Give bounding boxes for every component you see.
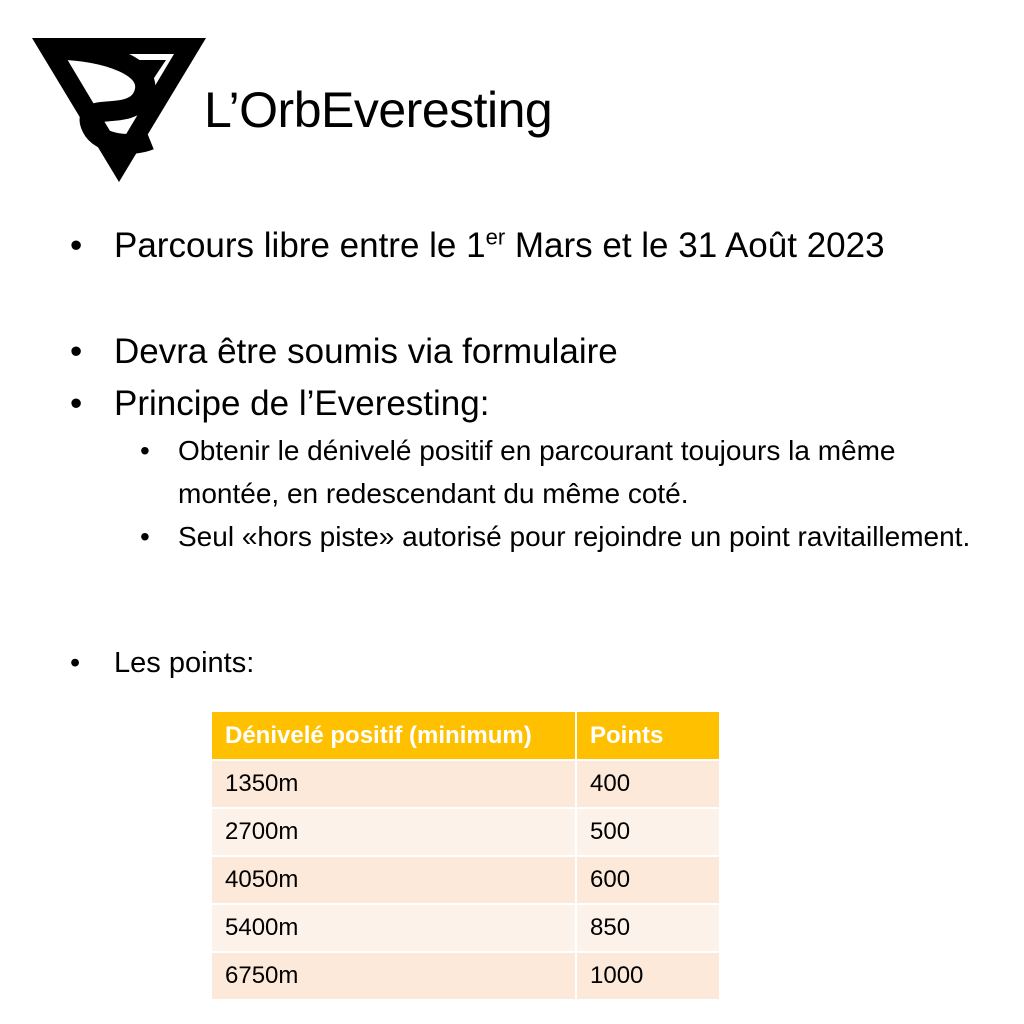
cell-elevation: 6750m (212, 952, 576, 1000)
header-elevation: Dénivelé positif (minimum) (212, 712, 576, 760)
cell-elevation: 4050m (212, 856, 576, 904)
table-row (212, 952, 720, 1000)
cell-points: 1000 (576, 952, 720, 1000)
cell-points: 600 (576, 856, 720, 904)
table-row (212, 904, 720, 952)
ordinal-superscript: er (485, 224, 506, 250)
cell-points: 500 (576, 808, 720, 856)
table-row (212, 856, 720, 904)
bullet-period-text-end: Mars et le 31 Août 2023 (505, 226, 885, 265)
cell-elevation: 1350m (212, 760, 576, 808)
page-title: L’OrbEveresting (204, 82, 553, 138)
bullet-principle: • Principe de l’Everesting: (114, 378, 974, 430)
cell-points: 400 (576, 760, 720, 808)
table-row (212, 760, 720, 808)
sub-bullet-climb: • Obtenir le dénivelé positif en parcourant toujours la même montée, en redescendant du même coté. (178, 429, 978, 515)
bullet-period (114, 220, 974, 272)
cell-elevation: 2700m (212, 808, 576, 856)
bullet-form: • Devra être soumis via formulaire (114, 326, 974, 378)
bullet-points: • Les points: (114, 640, 974, 686)
sub-bullet-offtrack: • Seul «hors piste» autorisé pour rejoindre un point ravitaillement. (178, 515, 978, 558)
points-table (212, 712, 721, 1001)
table-row (212, 808, 720, 856)
cell-points: 850 (576, 904, 720, 952)
table-header-row (212, 712, 720, 760)
header-points: Points (576, 712, 720, 760)
cell-elevation: 5400m (212, 904, 576, 952)
orbeveresting-logo (30, 36, 208, 182)
bullet-period-text: Parcours libre entre le 1 (114, 226, 486, 265)
